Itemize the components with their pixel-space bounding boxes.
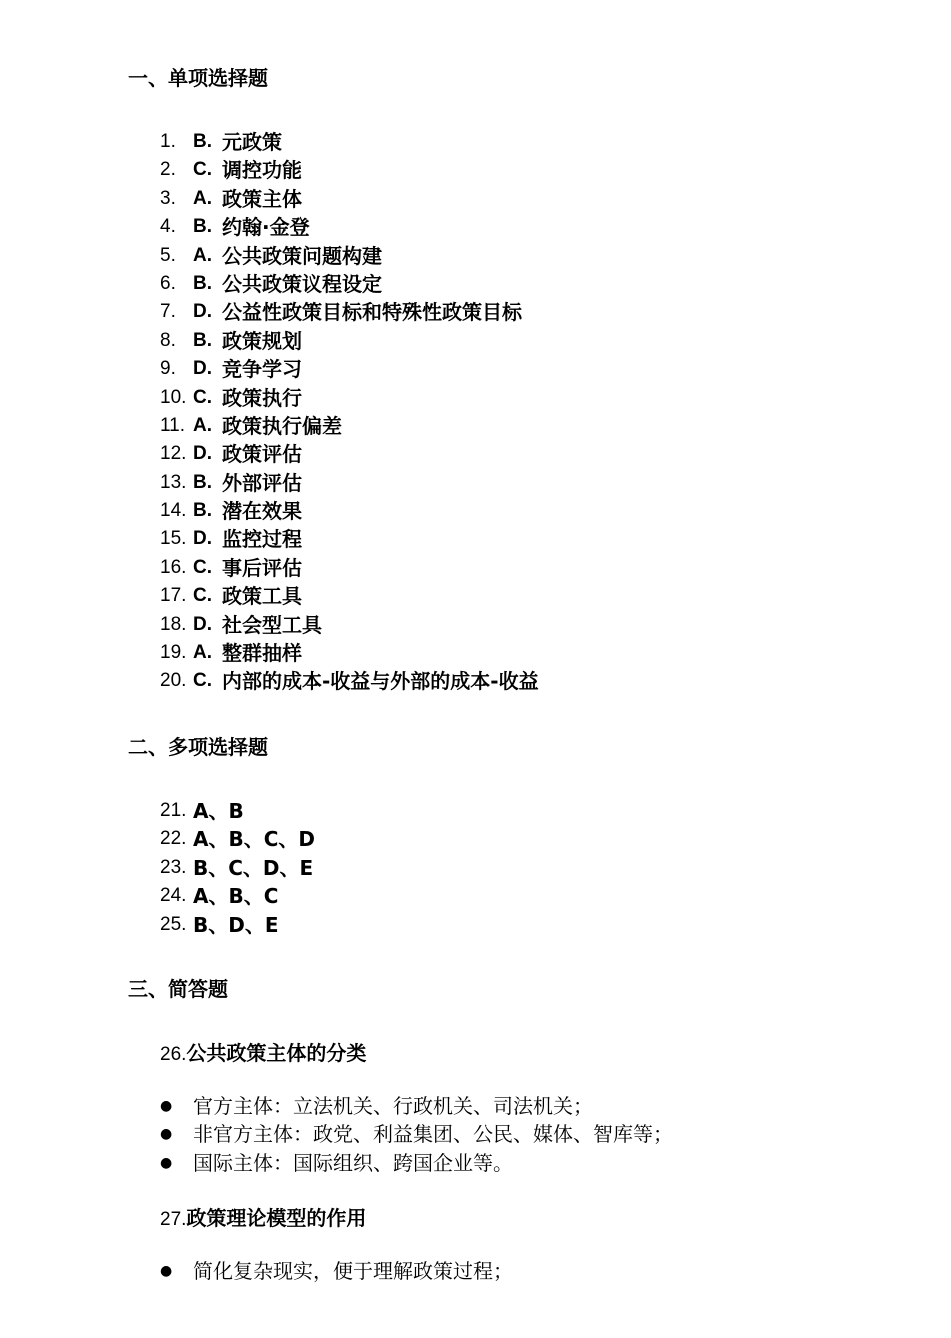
answer-letters: B、D、E — [193, 912, 279, 937]
answer-letter: C. — [193, 670, 212, 692]
answer-letter: D. — [193, 528, 212, 550]
answer-letter: D. — [193, 443, 212, 465]
answer-item — [160, 525, 539, 553]
item-number: 5. — [160, 244, 176, 266]
answer-text: 政策规划 — [222, 328, 302, 353]
answer-letters: B、C、D、E — [193, 855, 314, 880]
answer-item — [160, 582, 539, 610]
item-number: 8. — [160, 329, 176, 351]
answer-item — [160, 355, 539, 383]
answer-text: 政策执行偏差 — [222, 413, 342, 438]
answer-item — [160, 611, 539, 639]
answer-letter: D. — [193, 358, 212, 380]
item-number: 18. — [160, 613, 187, 635]
answer-item — [160, 270, 539, 298]
item-number: 4. — [160, 216, 176, 238]
answer-item — [160, 825, 315, 853]
short-answer-question-26 — [160, 1041, 366, 1067]
answer-letter: A. — [193, 187, 212, 209]
item-number: 7. — [160, 301, 176, 323]
bullet-item — [160, 1149, 673, 1177]
answer-text: 政策执行 — [222, 385, 302, 410]
bullet-text: 非官方主体：政党、利益集团、公民、媒体、智库等； — [193, 1122, 673, 1147]
answer-letter: B. — [193, 272, 212, 294]
item-number: 9. — [160, 358, 176, 380]
answer-letter: C. — [193, 386, 212, 408]
item-number: 23. — [160, 856, 187, 878]
short-answer-question-27 — [160, 1206, 366, 1232]
item-number: 22. — [160, 828, 187, 850]
answer-letter: D. — [193, 613, 212, 635]
answer-text: 潜在效果 — [222, 499, 302, 524]
answer-text: 政策工具 — [222, 584, 302, 609]
bullet-item — [160, 1257, 513, 1285]
item-number: 21. — [160, 800, 187, 821]
item-number: 25. — [160, 913, 187, 935]
item-number: 3. — [160, 187, 176, 209]
answer-item — [160, 639, 539, 667]
answer-item — [160, 185, 539, 213]
question-number: 27. — [160, 1209, 187, 1230]
answer-text: 公共政策议程设定 — [222, 271, 382, 296]
multi-choice-list — [160, 797, 315, 939]
answer-letter: D. — [193, 301, 212, 323]
item-number: 16. — [160, 556, 187, 578]
answer-letters: A、B — [193, 799, 244, 823]
answer-text: 监控过程 — [222, 527, 302, 552]
section-heading-single-choice: 一、单项选择题 — [128, 66, 268, 90]
answer-text: 约翰·金登 — [222, 215, 310, 240]
answer-item — [160, 327, 539, 355]
answer-item — [160, 156, 539, 184]
answer-item — [160, 298, 539, 326]
answer-letters: A、B、C、D — [193, 827, 316, 852]
section-heading-short-answer: 三、简答题 — [128, 977, 228, 1001]
answer-item — [160, 911, 315, 939]
item-number: 15. — [160, 528, 187, 550]
answer-letters: A、B、C — [193, 884, 279, 909]
answer-text: 内部的成本-收益与外部的成本-收益 — [222, 669, 539, 694]
answer-letter: C. — [193, 556, 212, 578]
bullet-icon: ● — [160, 1154, 173, 1171]
answer-letter: C. — [193, 159, 212, 181]
answer-item — [160, 797, 315, 825]
item-number: 17. — [160, 585, 187, 607]
answer-text: 整群抽样 — [222, 641, 302, 666]
bullet-icon: ● — [160, 1263, 173, 1279]
item-number: 2. — [160, 159, 176, 181]
answer-item — [160, 882, 315, 910]
answer-item — [160, 667, 539, 695]
answer-item — [160, 384, 539, 412]
item-number: 1. — [160, 131, 176, 152]
answer-item — [160, 440, 539, 468]
answer-text: 政策主体 — [222, 186, 302, 211]
bullet-item — [160, 1092, 673, 1120]
item-number: 13. — [160, 471, 187, 493]
item-number: 14. — [160, 500, 187, 522]
answer-letter: B. — [193, 329, 212, 351]
answer-item — [160, 412, 539, 440]
answer-letter: B. — [193, 216, 212, 238]
item-number: 10. — [160, 386, 187, 408]
item-number: 24. — [160, 885, 187, 907]
answer-item — [160, 242, 539, 270]
item-number: 12. — [160, 443, 187, 465]
question-title: 政策理论模型的作用 — [186, 1206, 367, 1230]
bullet-text: 国际主体：国际组织、跨国企业等。 — [193, 1150, 513, 1175]
item-number: 20. — [160, 670, 187, 692]
bullet-icon: ● — [160, 1126, 173, 1143]
item-number: 6. — [160, 272, 176, 294]
answer-item — [160, 554, 539, 582]
bullet-icon: ● — [160, 1098, 173, 1114]
answer-letter: B. — [193, 131, 212, 152]
answer-text: 元政策 — [222, 130, 282, 154]
question-title: 公共政策主体的分类 — [186, 1041, 367, 1065]
answer-text: 公益性政策目标和特殊性政策目标 — [222, 300, 522, 325]
bullet-text: 官方主体：立法机关、行政机关、司法机关； — [193, 1094, 593, 1118]
section-heading-multi-choice: 二、多项选择题 — [128, 735, 268, 759]
answer-letter: C. — [193, 585, 212, 607]
answer-item — [160, 128, 539, 156]
answer-text: 政策评估 — [222, 442, 302, 467]
answer-text: 调控功能 — [222, 158, 302, 183]
answer-letter: B. — [193, 471, 212, 493]
bullet-list-27 — [160, 1257, 513, 1285]
answer-text: 外部评估 — [222, 470, 302, 495]
answer-text: 事后评估 — [222, 555, 302, 580]
bullet-list-26 — [160, 1092, 673, 1177]
answer-letter: A. — [193, 244, 212, 266]
answer-item — [160, 469, 539, 497]
answer-item — [160, 213, 539, 241]
answer-letter: A. — [193, 414, 212, 436]
answer-text: 社会型工具 — [222, 612, 322, 637]
item-number: 11. — [160, 414, 186, 436]
bullet-text: 简化复杂现实，便于理解政策过程； — [193, 1259, 513, 1283]
answer-text: 竞争学习 — [222, 357, 302, 382]
answer-letter: A. — [193, 642, 212, 664]
answer-item — [160, 497, 539, 525]
bullet-item — [160, 1120, 673, 1148]
single-choice-list — [160, 128, 539, 696]
item-number: 19. — [160, 642, 187, 664]
answer-text: 公共政策问题构建 — [222, 243, 382, 268]
question-number: 26. — [160, 1044, 187, 1065]
answer-letter: B. — [193, 500, 212, 522]
answer-item — [160, 854, 315, 882]
